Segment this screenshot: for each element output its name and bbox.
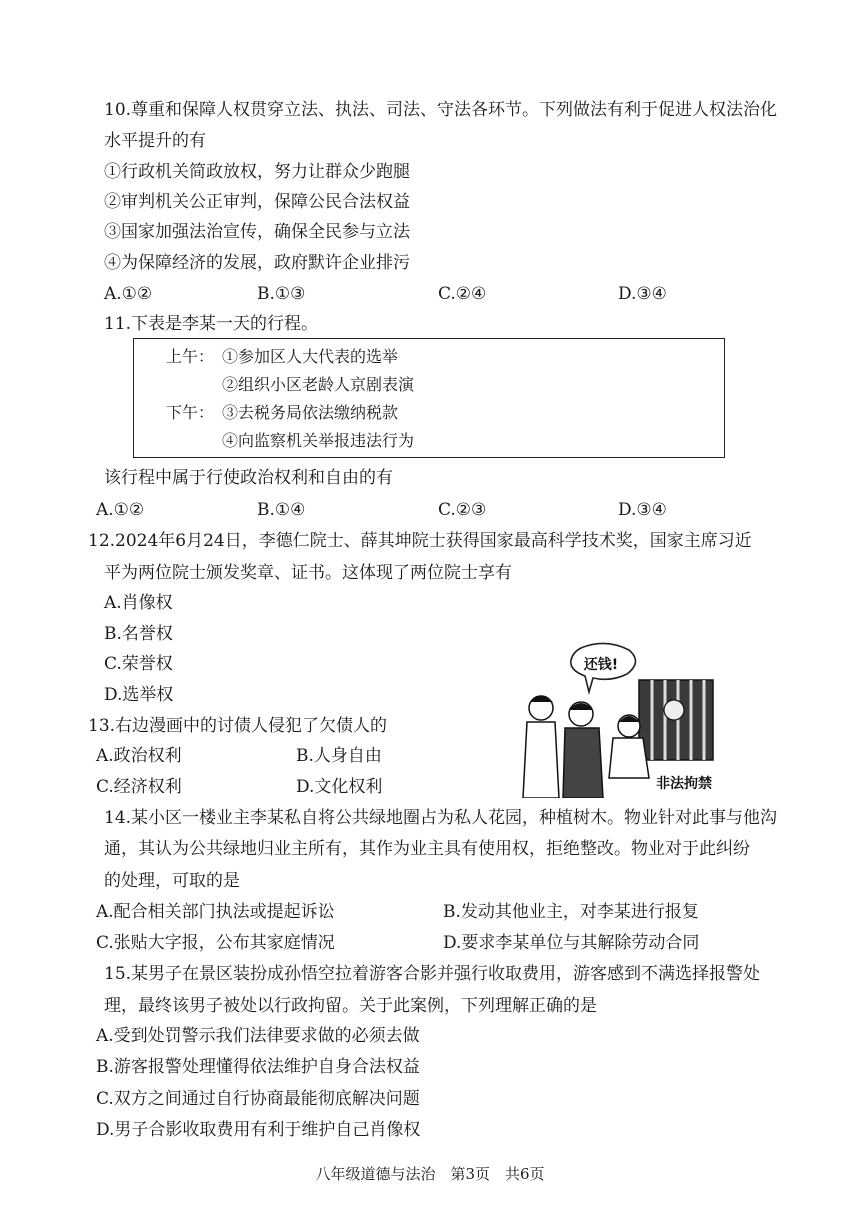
speech-text: 还钱! [583, 657, 619, 673]
schedule-item-1: ①参加区人大代表的选举 [222, 347, 399, 366]
q15-option-b: B.游客报警处理懂得依法维护自身合法权益 [96, 1057, 420, 1077]
q10-option-a: A.①② [104, 284, 153, 304]
q14-option-a: A.配合相关部门执法或提起诉讼 [96, 902, 335, 922]
prisoner-face [664, 700, 684, 720]
schedule-pm-label: 下午： [166, 403, 215, 422]
q11-schedule-table [133, 338, 725, 458]
q15-stem-line-1: 15.某男子在景区装扮成孙悟空拉着游客合影并强行收取费用，游客感到不满选择报警处 [104, 964, 761, 984]
q15-option-c: C.双方之间通过自行协商最能彻底解决问题 [96, 1089, 420, 1109]
q12-stem-line-2: 平为两位院士颁发奖章、证书。这体现了两位院士享有 [104, 563, 512, 583]
q10-item-3: ③国家加强法治宣传，确保全民参与立法 [104, 222, 410, 242]
q15-stem-line-2: 理，最终该男子被处以行政拘留。关于此案例，下列理解正确的是 [104, 996, 597, 1016]
q11-option-d: D.③④ [618, 500, 667, 520]
q14-stem-line-1: 14.某小区一楼业主李某私自将公共绿地圈占为私人花园，种植树木。物业针对此事与他沟 [104, 808, 778, 828]
q13-option-b: B.人身自由 [296, 746, 382, 766]
q12-option-a: A.肖像权 [104, 593, 173, 613]
q11-option-b: B.①④ [257, 500, 306, 520]
q12-option-c: C.荣誉权 [104, 654, 173, 674]
q11-stem: 11.下表是李某一天的行程。 [104, 314, 319, 334]
schedule-item-4: ④向监察机关举报违法行为 [222, 431, 415, 450]
comic-drawing [519, 640, 717, 798]
q10-option-d: D.③④ [618, 284, 667, 304]
schedule-item-3: ③去税务局依法缴纳税款 [222, 403, 399, 422]
q14-stem-line-2: 通，其认为公共绿地归业主所有，其作为业主具有使用权，拒绝整改。物业对于此纠纷 [104, 839, 750, 859]
q13-option-d: D.文化权利 [296, 777, 383, 797]
q14-option-b: B.发动其他业主，对李某进行报复 [443, 902, 699, 922]
q10-item-2: ②审判机关公正审判，保障公民合法权益 [104, 192, 410, 212]
page-footer: 八年级道德与法治 第3页 共6页 [315, 1165, 545, 1183]
schedule-am-label: 上午： [166, 347, 215, 366]
q10-option-b: B.①③ [257, 284, 306, 304]
q10-item-1: ①行政机关简政放权，努力让群众少跑腿 [104, 162, 410, 182]
q15-option-a: A.受到处罚警示我们法律要求做的必须去做 [96, 1026, 420, 1046]
comic-illustration [519, 640, 717, 798]
q11-question: 该行程中属于行使政治权利和自由的有 [104, 468, 393, 488]
q10-option-c: C.②④ [438, 284, 487, 304]
q10-stem-line-1: 10.尊重和保障人权贯穿立法、执法、司法、守法各环节。下列做法有利于促进人权法治化 [104, 100, 778, 120]
q12-stem-line-1: 12.2024年6月24日，李德仁院士、薛其坤院士获得国家最高科学技术奖，国家主席习近 [88, 531, 752, 551]
q10-item-4: ④为保障经济的发展，政府默许企业排污 [104, 253, 410, 273]
q15-option-d: D.男子合影收取费用有利于维护自己肖像权 [96, 1120, 421, 1140]
comic-caption: 非法拘禁 [656, 776, 712, 792]
q13-option-a: A.政治权利 [96, 746, 182, 766]
q12-option-d: D.选举权 [104, 685, 174, 705]
q13-option-c: C.经济权利 [96, 777, 182, 797]
q14-option-c: C.张贴大字报，公布其家庭情况 [96, 933, 335, 953]
q12-option-b: B.名誉权 [104, 624, 173, 644]
q14-stem-line-3: 的处理，可取的是 [104, 871, 240, 891]
q13-stem: 13.右边漫画中的讨债人侵犯了欠债人的 [88, 716, 388, 736]
q10-stem-line-2: 水平提升的有 [104, 131, 206, 151]
q11-option-c: C.②③ [438, 500, 487, 520]
q11-option-a: A.①② [96, 500, 145, 520]
q14-option-d: D.要求李某单位与其解除劳动合同 [443, 933, 700, 953]
schedule-item-2: ②组织小区老龄人京剧表演 [222, 375, 415, 394]
